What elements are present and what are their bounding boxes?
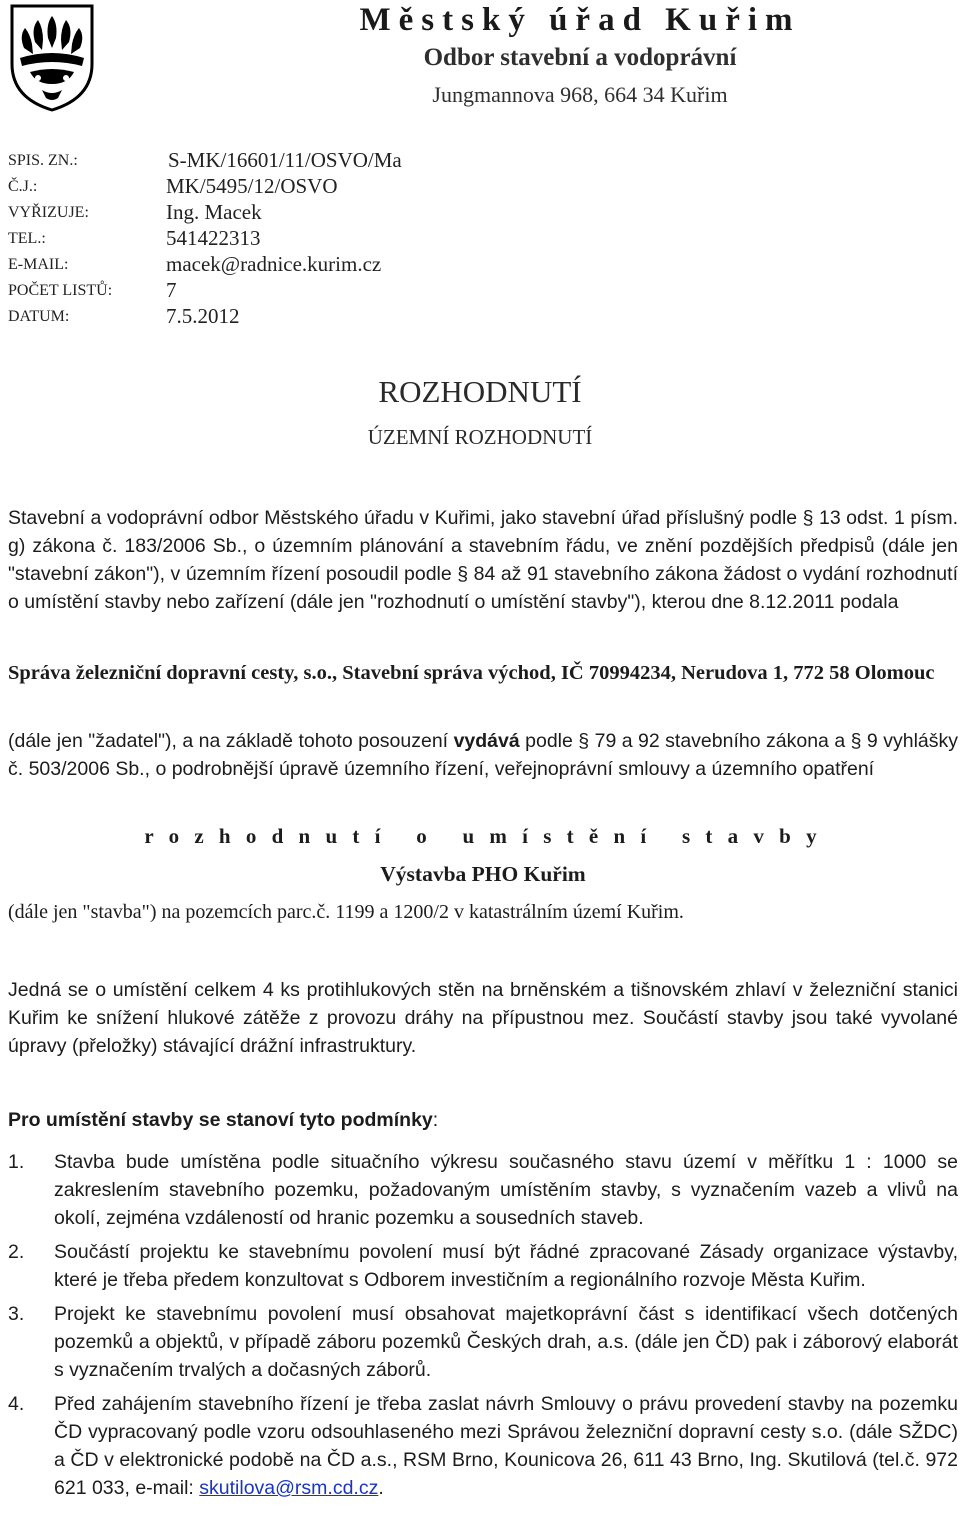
condition-item [8, 1238, 958, 1294]
meta-value: 7.5.2012 [166, 304, 240, 328]
issuance-text-b: podle § 79 a 92 stavebního zákona a § 9 vyhlášky č. 503/2006 Sb., o podrobnější úpravě územního řízení, veřejnoprávní smlouvy a územního opatření [8, 730, 958, 780]
meta-value: macek@radnice.kurim.cz [166, 252, 382, 276]
project-name: Výstavba PHO Kuřim [380, 862, 586, 886]
issuance-verb: vydává [453, 730, 520, 752]
meta-value: Ing. Macek [166, 200, 262, 224]
meta-value: S-MK/16601/11/OSVO/Ma [168, 148, 402, 172]
condition-number: 3. [8, 1303, 25, 1325]
office-address: Jungmannova 968, 664 34 Kuřim [432, 82, 728, 107]
condition-number: 2. [8, 1241, 25, 1263]
meta-label: DATUM: [8, 308, 70, 325]
condition-text: Projekt ke stavebnímu povolení musí obsahovat majetkoprávní část s identifikací všech dotčených pozemků a objektů, v případě záboru pozemků Českých drah, a.s. (dále jen ČD) pak i záborový elaborát s vyznačením trvalých a dočasných záborů. [54, 1303, 958, 1381]
conditions-heading-block [8, 1106, 958, 1134]
condition-text-b: . [378, 1477, 384, 1499]
applicant-block [8, 659, 958, 687]
condition-number: 1. [8, 1151, 25, 1173]
town-crest-icon [8, 2, 96, 112]
meta-label: SPIS. ZN.: [8, 152, 78, 169]
condition-item [8, 1390, 958, 1502]
meta-value: 541422313 [166, 226, 261, 250]
decision-title: ROZHODNUTÍ [378, 374, 582, 409]
parcels-text: (dále jen "stavba") na pozemcích parc.č. 1199 a 1200/2 v katastrálním území Kuřim. [8, 901, 684, 923]
issuance-block [8, 727, 958, 783]
conditions-heading-colon: : [432, 1109, 439, 1131]
meta-label: E-MAIL: [8, 256, 69, 273]
meta-label: VYŘIZUJE: [8, 204, 89, 221]
decision-subtitle: ÚZEMNÍ ROZHODNUTÍ [367, 425, 593, 449]
condition-text-a: Před zahájením stavebního řízení je třeba zaslat návrh Smlouvy o právu provedení stavby na pozemku ČD vypracovaný podle vzoru odsouhlaseného mezi Správou železniční dopravní cesty s.o. (dále SŽDC) a ČD v elektronické podobě na ČD a.s., RSM Brno, Kounicova 26, 611 43 Brno, Ing. Skutilová (tel.č. 972 621 033, e-mail: [54, 1393, 958, 1499]
email-link[interactable]: skutilova@rsm.cd.cz [199, 1477, 379, 1499]
condition-text: Součástí projektu ke stavebnímu povolení musí být řádné zpracované Zásady organizace výstavby, které je třeba předem konzultovat s Odborem investičním a regionálního rozvoje Města Kuřim. [54, 1241, 958, 1291]
decision-heading: r o z h o d n u t í o u m í s t ě n í s t a v b y [144, 824, 822, 848]
applicant-name: Správa železniční dopravní cesty, s.o., Stavební správa východ, IČ 70994234, Nerudova 1, 772 58 Olomouc [8, 662, 935, 684]
description-paragraph: Jedná se o umístění celkem 4 ks protihlukových stěn na brněnském a tišnovském zhlaví v železniční stanici Kuřim ke snížení hlukové zátěže z provozu dráhy na přípustnou mez. Součástí stavby jsou také vyvolané úpravy (přeložky) stávající drážní infrastruktury. [8, 979, 958, 1057]
condition-item [8, 1148, 958, 1232]
condition-item [8, 1300, 958, 1384]
issuance-paragraph [8, 727, 958, 783]
issuance-text-a: (dále jen "žadatel"), a na základě tohoto posouzení [8, 730, 454, 752]
meta-label: TEL.: [8, 230, 46, 247]
office-title: Městský úřad Kuřim [359, 2, 801, 38]
meta-value: MK/5495/12/OSVO [166, 174, 338, 198]
conditions-list [8, 1148, 958, 1508]
condition-number: 4. [8, 1393, 25, 1415]
meta-label: POČET LISTŮ: [8, 282, 113, 299]
meta-value: 7 [166, 278, 177, 302]
conditions-heading [8, 1106, 958, 1134]
condition-text: Stavba bude umístěna podle situačního výkresu současného stavu území v měřítku 1 : 1000 se zakreslením stavebního pozemku, požadovaným umístěním stavby, s vyznačením vazeb a vlivů na okolí, zejména vzdáleností od hranic pozemku a sousedních staveb. [54, 1151, 958, 1229]
decision-intro [8, 504, 958, 616]
meta-label: Č.J.: [8, 178, 38, 195]
department-name: Odbor stavební a vodoprávní [423, 44, 737, 71]
description-block [8, 976, 958, 1060]
intro-paragraph: Stavební a vodoprávní odbor Městského úřadu v Kuřimi, jako stavební úřad příslušný podle § 13 odst. 1 písm. g) zákona č. 183/2006 Sb., o územním plánování a stavebním řádu, ve znění pozdějších předpisů (dále jen "stavební zákon"), v územním řízení posoudil podle § 84 až 91 stavebního zákona žádost o vydání rozhodnutí o umístění stavby nebo zařízení (dále jen "rozhodnutí o umístění stavby"), kterou dne 8.12.2011 podala [8, 507, 958, 613]
project-block [8, 862, 958, 887]
decision-heading-block [8, 824, 958, 849]
conditions-heading-text: Pro umístění stavby se stanoví tyto podmínky [8, 1109, 433, 1131]
parcels-block [8, 901, 958, 924]
